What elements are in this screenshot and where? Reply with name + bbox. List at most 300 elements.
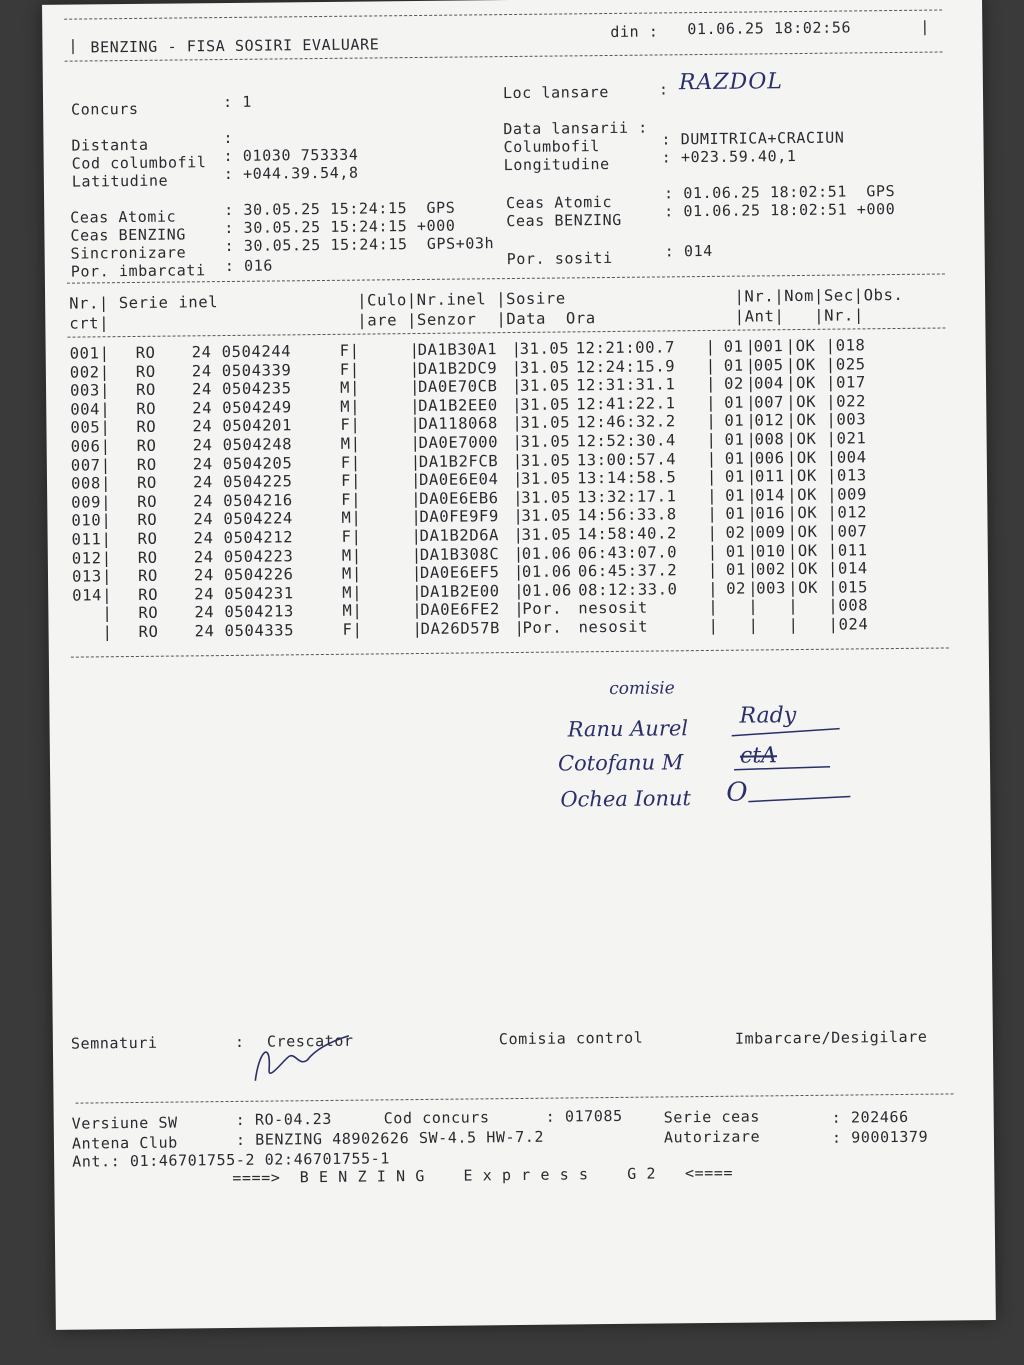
- cell-inel: 0504212: [223, 528, 294, 548]
- cell-nom: 012: [754, 411, 785, 430]
- cell-ant: 01: [724, 430, 745, 449]
- cell-nr: 014: [72, 586, 103, 605]
- r-ceas-benzing-label: Ceas BENZING: [506, 210, 622, 231]
- cell-senzor: DA0E70CB: [417, 377, 498, 397]
- cell-senzor: DA1B2DC9: [417, 358, 498, 378]
- cell-sex: F: [342, 620, 353, 639]
- cell-tara: RO: [136, 418, 157, 437]
- col-separator: |: [787, 560, 799, 579]
- cell-sec: OK: [796, 467, 817, 486]
- r-ceas-benzing-value: : 01.06.25 18:02:51 +000: [664, 199, 896, 221]
- concurs-label: Concurs: [71, 99, 139, 119]
- autorizare-value: : 90001379: [831, 1127, 929, 1147]
- cell-sex: M: [341, 546, 352, 565]
- cell-nom: 006: [754, 448, 785, 468]
- col-separator: |: [825, 373, 837, 392]
- semnaturi-label: Semnaturi: [70, 1033, 158, 1053]
- col-separator: |: [102, 623, 113, 642]
- cell-nr: 012: [71, 548, 102, 568]
- comisie-title-handwritten: comisie: [609, 678, 675, 700]
- cell-ora: 12:41:22.1: [576, 394, 676, 414]
- cell-sex: M: [341, 509, 352, 528]
- col-separator: |: [409, 340, 420, 360]
- cell-tara: RO: [138, 585, 159, 604]
- cell-sex: F: [340, 471, 352, 491]
- cell-ant: 01: [725, 560, 746, 579]
- col-separator: |: [351, 527, 362, 546]
- cell-sec: OK: [797, 522, 818, 542]
- loc-label: Loc lansare: [502, 82, 610, 103]
- cell-ora: nesosit: [578, 599, 648, 618]
- col-separator: |: [787, 485, 798, 504]
- cod-concurs-value: : 017085: [545, 1106, 623, 1126]
- cell-ora: 12:52:30.4: [576, 431, 677, 451]
- cell-tara: RO: [137, 566, 158, 586]
- col-separator: |: [786, 430, 797, 449]
- col-separator: |: [787, 523, 798, 542]
- col-separator: |: [746, 449, 757, 468]
- cell-tara: RO: [138, 604, 159, 623]
- col-separator: |: [826, 448, 837, 467]
- col-separator: |: [747, 504, 758, 523]
- col-separator: |: [745, 374, 757, 393]
- cell-an: 24: [193, 510, 214, 529]
- cell-an: 24: [191, 343, 212, 362]
- col-separator: |: [101, 511, 112, 530]
- cell-obs: 008: [838, 596, 869, 616]
- col-separator: |: [785, 337, 796, 356]
- cell-nr: 013: [71, 567, 102, 586]
- col-separator: |: [825, 336, 836, 355]
- cell-obs: 015: [838, 578, 869, 597]
- cell-obs: 014: [837, 559, 868, 578]
- columbofil-value: : DUMITRICA+CRACIUN: [661, 128, 845, 149]
- col-separator: |: [512, 470, 524, 489]
- antena-value: : BENZING 48902626 SW-4.5 HW-7.2: [235, 1127, 545, 1149]
- cell-data: 31.05: [521, 525, 572, 544]
- col-separator: |: [827, 522, 838, 541]
- cell-inel: 0504335: [224, 621, 295, 641]
- cell-ant: 01: [723, 356, 744, 375]
- data-lansarii-label: Data lansarii :: [503, 118, 648, 139]
- comisia-control-label: Comisia control: [498, 1028, 644, 1049]
- col-separator: |: [350, 397, 361, 416]
- col-separator: |: [746, 393, 757, 412]
- cell-sex: M: [342, 583, 353, 602]
- cell-inel: 0504224: [223, 509, 294, 529]
- col-separator: |: [351, 508, 362, 528]
- cell-nom: 004: [753, 374, 784, 393]
- comisie-member-2: Cotofanu M: [557, 750, 684, 776]
- cell-an: 24: [192, 436, 213, 455]
- col-separator: |: [828, 615, 839, 634]
- cell-sec: OK: [798, 578, 819, 597]
- header-din-value: 01.06.25 18:02:56: [687, 18, 852, 39]
- latitudine-label: Latitudine: [71, 171, 169, 191]
- cell-nr: 005: [70, 418, 101, 438]
- cell-sex: M: [340, 397, 351, 416]
- col-separator: |: [788, 616, 799, 635]
- cell-senzor: DA1B2E00: [420, 581, 500, 601]
- cell-obs: 013: [836, 466, 867, 485]
- sincronizare-value: : 30.05.25 15:24:15 GPS+03h: [224, 234, 495, 256]
- cell-tara: RO: [136, 436, 157, 455]
- cell-inel: 0504205: [222, 453, 293, 473]
- col-separator: |: [350, 434, 361, 453]
- cell-data: 01.06: [521, 562, 572, 582]
- cell-senzor: DA118068: [418, 414, 498, 434]
- col-separator: |: [748, 597, 759, 616]
- col-separator: |: [411, 526, 422, 546]
- ceas-benzing-label: Ceas BENZING: [70, 225, 187, 245]
- col-separator: |: [351, 546, 362, 565]
- cell-obs: 004: [836, 447, 867, 467]
- cell-data: 31.05: [520, 451, 571, 470]
- cell-inel: 0504226: [223, 565, 294, 585]
- autorizare-label: Autorizare: [663, 1127, 761, 1147]
- cell-data: 31.05: [519, 339, 570, 358]
- cell-an: 24: [193, 566, 214, 585]
- cell-inel: 0504225: [222, 472, 293, 492]
- cell-senzor: DA0E7000: [418, 433, 499, 453]
- cell-senzor: DA0E6EF5: [419, 563, 500, 583]
- header-din-label: din :: [610, 22, 659, 41]
- cell-ora: 06:43:07.0: [577, 542, 678, 562]
- cod-concurs-label: Cod concurs: [383, 1108, 490, 1128]
- col-separator: |: [705, 356, 716, 375]
- cell-nom: 007: [754, 392, 785, 412]
- cell-nom: 003: [756, 578, 787, 598]
- col-separator: |: [352, 601, 363, 621]
- cell-an: 24: [194, 622, 215, 641]
- cell-ant: 01: [725, 486, 746, 505]
- col-separator: |: [350, 471, 362, 490]
- columbofil-label: Columbofil: [503, 137, 600, 157]
- col-separator: |: [785, 355, 796, 374]
- col-separator: |: [349, 378, 361, 397]
- cell-sec: OK: [796, 429, 817, 449]
- col-separator: |: [349, 341, 360, 360]
- col-separator: |: [745, 337, 756, 356]
- col-separator: |: [708, 616, 719, 635]
- col-separator: |: [410, 452, 421, 471]
- col-separator: |: [825, 355, 836, 374]
- cell-senzor: DA0FE9F9: [419, 507, 499, 527]
- col-separator: |: [352, 583, 363, 602]
- cell-tara: RO: [136, 473, 158, 493]
- cell-an: 24: [194, 603, 215, 622]
- col-separator: |: [786, 467, 798, 486]
- cell-ora: nesosit: [578, 617, 649, 637]
- imbarcare-label: Imbarcare/Desigilare: [734, 1027, 928, 1048]
- cell-sex: M: [340, 434, 351, 453]
- cell-inel: 0504235: [221, 379, 292, 399]
- imbarcati-label: Por. imbarcati: [70, 261, 206, 281]
- cell-senzor: DA0E6EB6: [419, 488, 499, 508]
- antena-label: Antena Club: [71, 1133, 178, 1153]
- col-separator: |: [706, 449, 717, 468]
- col-separator: |: [745, 356, 756, 375]
- col-separator: |: [826, 411, 837, 430]
- cell-sec: OK: [795, 374, 816, 393]
- cell-data: 31.05: [520, 413, 571, 433]
- col-separator: |: [828, 578, 839, 597]
- cell-tara: RO: [135, 343, 156, 362]
- cell-sex: M: [342, 602, 353, 621]
- col-separator: |: [410, 433, 421, 453]
- cell-sec: OK: [796, 448, 817, 467]
- col-separator: |: [706, 430, 717, 449]
- col-separator: |: [511, 377, 523, 396]
- col-separator: |: [350, 416, 361, 435]
- sositi-value: : 014: [664, 241, 713, 261]
- col-separator: |: [707, 505, 718, 524]
- col-separator: |: [747, 486, 758, 505]
- cell-ant: 02: [723, 374, 745, 393]
- cell-ora: 12:24:15.9: [575, 356, 676, 376]
- col-separator: |: [827, 559, 839, 578]
- cell-ant: 01: [724, 393, 745, 412]
- col-separator: |: [748, 616, 759, 635]
- cell-an: 24: [191, 380, 213, 399]
- cell-data: Por.: [522, 599, 563, 619]
- cell-sex: F: [339, 360, 350, 379]
- cell-senzor: DA1B2FCB: [418, 451, 499, 471]
- col-separator: |: [350, 453, 361, 472]
- cod-columbofil-label: Cod columbofil: [71, 153, 207, 173]
- cell-senzor: DA1B30A1: [417, 340, 498, 360]
- cell-tara: RO: [138, 622, 159, 641]
- cell-an: 24: [191, 361, 212, 380]
- cell-inel: 0504249: [222, 398, 292, 417]
- cell-ant: 01: [725, 504, 746, 524]
- cod-columbofil-value: : 01030 753334: [223, 145, 359, 166]
- cell-data: 31.05: [519, 376, 570, 396]
- cell-ora: 13:32:17.1: [577, 487, 677, 507]
- col-separator: |: [99, 362, 110, 381]
- cell-obs: 003: [836, 410, 867, 430]
- cell-nr: 004: [70, 400, 101, 419]
- cell-data: 31.05: [519, 358, 570, 377]
- cell-sex: M: [341, 564, 353, 583]
- col-separator: |: [705, 375, 717, 394]
- cell-nr: 003: [69, 381, 100, 400]
- col-separator: |: [708, 579, 719, 598]
- cell-ant: 01: [724, 449, 745, 468]
- cell-inel: 0504213: [224, 602, 295, 622]
- col-separator: |: [746, 411, 757, 430]
- cell-ora: 14:58:40.2: [577, 524, 678, 544]
- cell-senzor: DA26D57B: [420, 619, 501, 638]
- longitudine-value: : +023.59.40,1: [661, 147, 797, 167]
- col-separator: |: [708, 598, 719, 617]
- semnaturi-colon: :: [234, 1032, 245, 1051]
- serie-ceas-value: : 202466: [831, 1107, 909, 1127]
- cell-an: 24: [192, 398, 213, 418]
- cell-sec: OK: [797, 541, 818, 560]
- signature-strokes: [719, 696, 860, 807]
- col-separator: |: [412, 582, 423, 601]
- cell-sec: OK: [795, 355, 816, 374]
- cell-data: 31.05: [521, 506, 572, 526]
- cell-senzor: DA0E6FE2: [420, 600, 500, 620]
- col-separator: |: [705, 337, 716, 356]
- cell-nr: 001: [69, 344, 100, 363]
- col-separator: |: [412, 601, 423, 620]
- crescator-signature: [249, 1020, 360, 1091]
- col-separator: |: [100, 418, 111, 437]
- cell-senzor: DA1B2D6A: [419, 526, 500, 545]
- cell-nom: 014: [755, 485, 786, 505]
- cell-obs: 009: [837, 485, 868, 504]
- cell-ant: 02: [725, 523, 746, 542]
- table-bottom-rule: [71, 647, 949, 657]
- cell-sex: M: [339, 378, 351, 398]
- col-separator: |: [99, 381, 111, 400]
- col-separator: |: [787, 504, 798, 523]
- cell-an: 24: [193, 529, 214, 548]
- cell-nom: 010: [755, 541, 786, 561]
- col-separator: |: [748, 579, 759, 598]
- cell-inel: 0504216: [223, 491, 293, 510]
- serie-ceas-label: Serie ceas: [663, 1107, 761, 1127]
- sositi-label: Por. sositi: [506, 248, 613, 269]
- cell-obs: 025: [835, 354, 866, 374]
- cell-tara: RO: [137, 492, 158, 511]
- col-separator: |: [514, 600, 525, 619]
- col-separator: |: [512, 432, 523, 452]
- col-separator: |: [786, 411, 797, 430]
- cell-data: 31.05: [520, 432, 571, 451]
- cell-sex: F: [340, 416, 351, 435]
- cell-senzor: DA1B308C: [419, 544, 500, 564]
- cell-inel: 0504223: [223, 546, 294, 566]
- cell-inel: 0504201: [222, 416, 293, 436]
- cell-ant: 01: [724, 411, 745, 431]
- col-separator: |: [411, 489, 422, 508]
- col-separator: |: [512, 395, 523, 414]
- col-separator: |: [100, 400, 111, 419]
- cell-sex: F: [341, 490, 352, 509]
- footer-rule: [76, 1093, 954, 1103]
- cell-nr: 008: [70, 474, 101, 493]
- cell-data: 01.06: [522, 581, 572, 600]
- cell-tara: RO: [137, 511, 158, 530]
- col-separator: |: [351, 490, 362, 509]
- versiune-value: : RO-04.23: [235, 1109, 333, 1129]
- crescator-label: Crescator: [266, 1031, 354, 1051]
- col-separator: |: [706, 412, 717, 431]
- cell-nom: 001: [753, 337, 784, 356]
- cell-nom: 008: [754, 430, 785, 449]
- col-separator: |: [411, 545, 422, 564]
- cell-tara: RO: [135, 380, 157, 400]
- cell-an: 24: [192, 473, 214, 492]
- col-separator: |: [788, 578, 799, 597]
- col-separator: |: [707, 542, 718, 561]
- cell-nr: 009: [71, 493, 102, 512]
- loc-value-handwritten: RAZDOL: [678, 69, 784, 96]
- col-separator: |: [787, 541, 798, 560]
- col-separator: |: [513, 563, 525, 582]
- col-separator: |: [786, 392, 797, 411]
- header-title: BENZING - FISA SOSIRI EVALUARE: [90, 35, 380, 57]
- col-separator: |: [707, 523, 718, 542]
- cell-obs: 018: [835, 336, 866, 355]
- cell-obs: 024: [838, 615, 869, 634]
- brand-line: ====> B E N Z I N G E x p r e s s G 2 <====: [232, 1163, 734, 1187]
- cell-obs: 021: [836, 429, 867, 448]
- cell-senzor: DA1B2EE0: [418, 395, 498, 415]
- col-separator: |: [827, 504, 838, 523]
- col-separator: |: [412, 619, 423, 639]
- r-ceas-atomic-value: : 01.06.25 18:02:51 GPS: [663, 181, 896, 203]
- col-separator: |: [411, 564, 423, 583]
- cell-nom: 009: [755, 523, 786, 542]
- comisie-signature-3: O: [726, 777, 748, 808]
- cell-sec: OK: [797, 504, 818, 523]
- ceas-benzing-value: : 30.05.25 15:24:15 +000: [224, 216, 456, 238]
- comisie-member-1: Ranu Aurel: [567, 716, 689, 742]
- col-separator: |: [410, 471, 422, 490]
- cell-obs: 012: [837, 503, 868, 523]
- ceas-atomic-label: Ceas Atomic: [70, 207, 177, 227]
- col-separator: |: [409, 378, 421, 397]
- cell-data: 01.06: [521, 544, 572, 563]
- col-separator: |: [102, 604, 113, 623]
- cell-obs: 007: [837, 522, 868, 541]
- cell-data: 31.05: [521, 488, 571, 507]
- col-separator: |: [786, 448, 797, 467]
- col-separator: |: [827, 541, 838, 560]
- sincronizare-label: Sincronizare: [70, 243, 187, 263]
- col-separator: |: [513, 544, 524, 563]
- cell-obs: 017: [835, 373, 866, 392]
- cell-tara: RO: [136, 455, 157, 474]
- comisie-member-3: Ochea Ionut: [560, 786, 692, 812]
- comisie-signature-1: Rady: [739, 703, 797, 729]
- cell-ant: 01: [724, 467, 745, 486]
- col-separator: |: [352, 620, 363, 639]
- col-separator: |: [706, 393, 717, 412]
- cell-an: 24: [193, 491, 214, 511]
- cell-senzor: DA0E6E04: [418, 470, 499, 490]
- table-head-2: crt| |are |Senzor |Data Ora |Ant| |Nr.|: [69, 306, 864, 333]
- col-separator: |: [409, 359, 420, 378]
- col-separator: |: [511, 358, 522, 377]
- cell-ora: 13:14:58.5: [576, 468, 677, 488]
- cell-an: 24: [193, 547, 214, 566]
- col-separator: |: [351, 564, 363, 583]
- header-bar-left: |: [68, 36, 79, 55]
- col-separator: |: [101, 548, 112, 567]
- col-separator: |: [747, 523, 758, 542]
- col-separator: |: [514, 618, 525, 638]
- col-separator: |: [826, 392, 837, 411]
- cell-tara: RO: [136, 399, 157, 418]
- distanta-colon: :: [223, 128, 234, 148]
- concurs-value: : 1: [222, 92, 253, 112]
- cell-data: 31.05: [520, 469, 571, 489]
- col-separator: |: [706, 468, 718, 487]
- cell-an: 24: [192, 454, 213, 473]
- col-separator: |: [411, 508, 422, 527]
- cell-ora: 13:00:57.4: [576, 449, 677, 469]
- col-separator: |: [513, 488, 524, 507]
- header-bar-right: |: [920, 17, 931, 36]
- cell-ora: 08:12:33.0: [578, 580, 678, 600]
- cell-nom: 005: [753, 355, 784, 375]
